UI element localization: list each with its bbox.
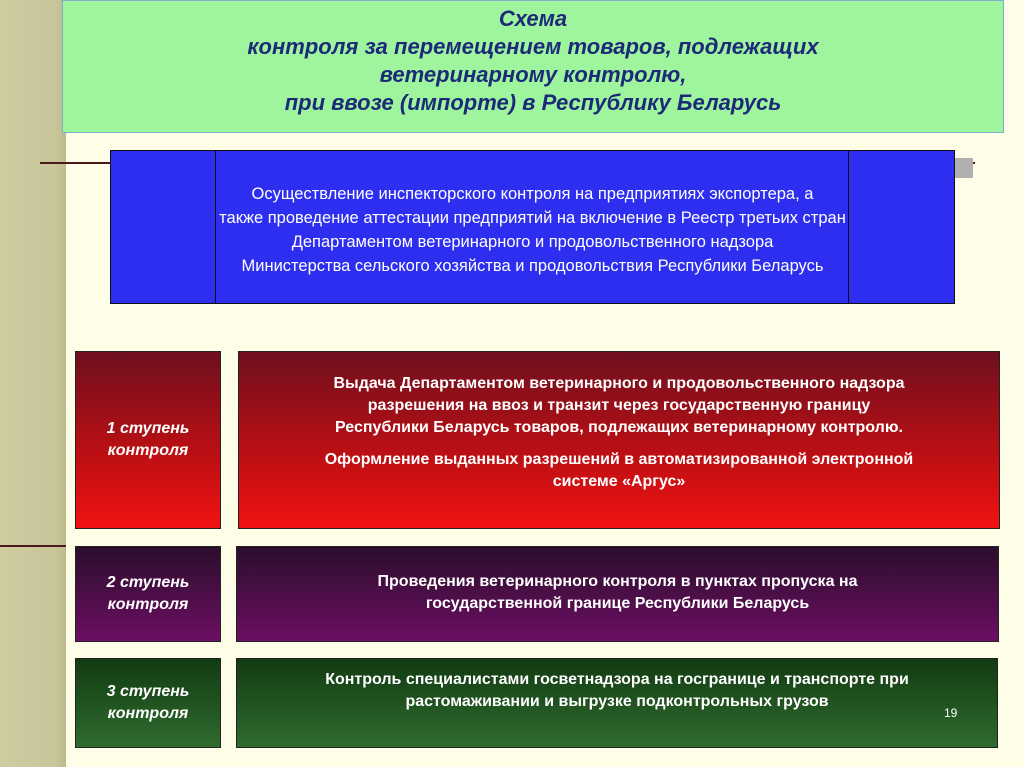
inspection-line-4: Министерства сельского хозяйства и продовольствия Республики Беларусь bbox=[241, 257, 824, 275]
title-line-3: ветеринарному контролю, bbox=[379, 62, 687, 87]
title-line-1: Схема bbox=[498, 6, 568, 31]
decor-shadow-right bbox=[955, 158, 973, 178]
stage-3-desc-line-2: растомаживании и выгрузке подконтрольных грузов bbox=[405, 693, 829, 710]
stage-2-desc-line-2: государственной границе Республики Беларусь bbox=[425, 595, 810, 612]
title-box bbox=[62, 0, 1004, 133]
title-line-4: при ввозе (импорте) в Республику Беларусь bbox=[284, 90, 782, 115]
stage-3-desc-line-1: Контроль специалистами госветнадзора на госгранице и транспорте при bbox=[325, 671, 909, 688]
inspection-line-3: Департаментом ветеринарного и продовольственного надзора bbox=[291, 233, 774, 251]
stage-2-desc-line-1: Проведения ветеринарного контроля в пунктах пропуска на bbox=[377, 573, 858, 590]
stage-3-label-line-1: 3 ступень bbox=[106, 683, 190, 700]
stage-2-label bbox=[75, 546, 221, 642]
stage-1-label-line-1: 1 ступень bbox=[106, 420, 190, 437]
stage-2-label-line-2: контроля bbox=[107, 596, 189, 613]
stage-1-label bbox=[75, 351, 221, 529]
decor-rule-top bbox=[40, 162, 114, 164]
stage-3-description bbox=[236, 658, 998, 748]
stage-2-description bbox=[236, 546, 999, 642]
stage-3-label-line-2: контроля bbox=[107, 705, 189, 722]
left-decor-bar bbox=[0, 0, 66, 767]
inspection-box bbox=[110, 150, 955, 304]
stage-2-label-line-1: 2 ступень bbox=[106, 574, 190, 591]
stage-1-desc-line-2: разрешения на ввоз и транзит через государственную границу bbox=[367, 397, 871, 414]
stage-1-desc-line-3: Республики Беларусь товаров, подлежащих ветеринарному контролю. bbox=[335, 419, 903, 436]
stage-1-desc-spacer bbox=[239, 439, 999, 449]
stage-1-desc-line-1: Выдача Департаментом ветеринарного и продовольственного надзора bbox=[333, 375, 905, 392]
page-number: 19 bbox=[944, 706, 958, 720]
title-line-2: контроля за перемещением товаров, подлежащих bbox=[247, 34, 819, 59]
inspection-line-2: также проведение аттестации предприятий на включение в Реестр третьих стран bbox=[219, 209, 846, 227]
stage-1-desc-line-6: системе «Аргус» bbox=[552, 473, 686, 490]
stage-1-label-line-2: контроля bbox=[107, 442, 189, 459]
stage-1-desc-line-5: Оформление выданных разрешений в автоматизированной электронной bbox=[324, 451, 914, 468]
decor-rule-left bbox=[0, 545, 66, 547]
inspection-line-1: Осуществление инспекторского контроля на предприятиях экспортера, а bbox=[251, 185, 814, 203]
stage-1-description bbox=[238, 351, 1000, 529]
stage-3-label bbox=[75, 658, 221, 748]
